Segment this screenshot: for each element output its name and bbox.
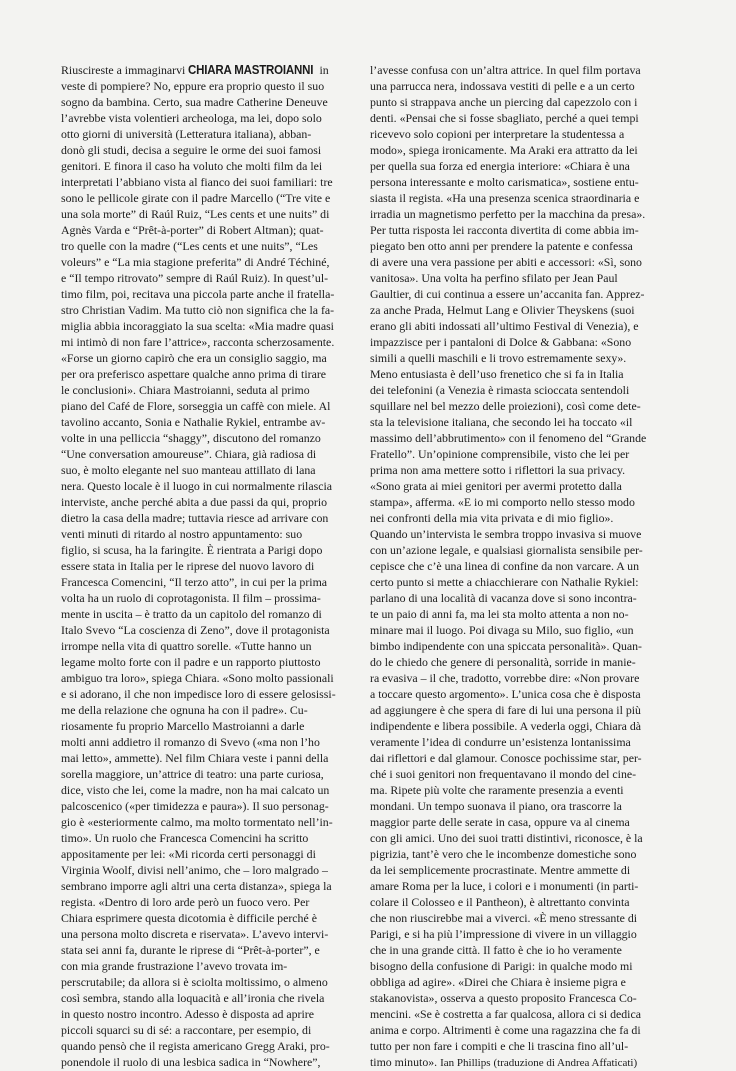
body-text-line: da lei semplicemente procrastinate. Mentre ammette di [370, 863, 631, 877]
body-text-line: Parigi, e si ha più l’impressione di vivere in un villaggio [370, 927, 637, 941]
body-text-line: tutto per non fare i compiti e che li trascina fino all’ul- [370, 1039, 629, 1053]
body-text-line: dice, visto che lei, come la madre, non ha mai calcato un [61, 783, 330, 797]
body-text-line: miglia abbia incoraggiato la sua scelta: «Mia madre quasi [61, 319, 334, 333]
body-text-line: obbliga ad agire». «Direi che Chiara è insieme pigra e [370, 975, 626, 989]
body-text-line: ad aggiungere è che spera di fare di lui una persona il più [370, 703, 641, 717]
body-text-line: ponendole il ruolo di una lesbica sadica in “Nowhere”, [61, 1055, 321, 1069]
body-text-line: nera. Questo locale è il luogo in cui normalmente rilascia [61, 479, 332, 493]
body-text-line: mencini. «Se è costretta a far qualcosa, allora ci si dedica [370, 1007, 641, 1021]
article-column-right [370, 62, 646, 1070]
body-text-line: Per tutta risposta lei racconta divertita di come abbia im- [370, 223, 639, 237]
article-column-left [61, 62, 336, 1070]
body-text-line: che in una grande città. Il fatto è che io ho veramente [370, 943, 622, 957]
body-text-line: certo punto si mette a chiacchierare con Nathalie Rykiel: [370, 575, 639, 589]
body-text-line: donò gli studi, decisa a seguire le orme dei suoi famosi [61, 143, 322, 157]
body-text-line: per ora preferisco aspettare qualche anno prima di tirare [61, 367, 327, 381]
body-text-line: sembrano imporre agli altri una certa distanza», spiega la [61, 879, 332, 893]
body-text-line: «Forse un giorno capirò che era un consiglio saggio, ma [61, 351, 327, 365]
translation-credit: (traduzione di Andrea Affaticati) [493, 1057, 638, 1069]
body-text-line: vanitosa». Una volta ha perfino sfilato per Jean Paul [370, 271, 618, 285]
lead-text-end: in [316, 63, 329, 77]
body-text-line: molti anni addietro il romanzo di Svevo («ma non l’ho [61, 735, 320, 749]
body-text-line: che non riuscirebbe mai a viverci. «È meno stressante di [370, 911, 638, 925]
body-text-line: bisogno della confusione di Parigi: in qualche modo mi [370, 959, 633, 973]
body-text-line: figlio, si scusa, ha la faringite. È rientrata a Parigi dopo [61, 543, 323, 557]
body-text-line: Gaultier, di cui continua a essere un’accanita fan. Apprez- [370, 287, 645, 301]
body-text-line: dei telefonini (a Venezia è rimasta scioccata sentendoli [370, 383, 630, 397]
body-text-line: minare mai il luogo. Poi divaga su Milo, suo figlio, «un [370, 623, 634, 637]
body-text-line: indipendente e libera possibile. A vederla oggi, Chiara dà [370, 719, 642, 733]
lead-name: CHIARA MASTROIANNI [188, 63, 314, 77]
body-text-line: ambiguo tra loro», spiega Chiara. «Sono molto passionali [61, 671, 334, 685]
body-text-line: Quando un’intervista le sembra troppo invasiva si muove [370, 527, 642, 541]
body-text-line: a toccare questo argomento». L’unica cosa che è disposta [370, 687, 641, 701]
body-text-line: veramente l’idea di condurre un’esistenza lontanissima [370, 735, 631, 749]
body-text-line: timo minuto». [370, 1055, 438, 1069]
body-text-line: piegato ben otto anni per prendere la patente e confessa [370, 239, 633, 253]
body-text-line: prima non ama mettere sotto i riflettori la sua privacy. [370, 463, 626, 477]
body-text-line: riosamente fu proprio Marcello Mastroianni a darle [61, 719, 305, 733]
body-text-line: venti minuti di ritardo al nostro appuntamento: suo [61, 527, 303, 541]
body-text-line: amare Roma per la luce, i colori e i monumenti (in parti- [370, 879, 639, 893]
body-text-line: così sembra, stando alla loquacità e all’ironia che rivela [61, 991, 325, 1005]
body-text-line: una persona molto discreta e riservata». L’avevo intervi- [61, 927, 329, 941]
body-text-line: volta ha un ruolo di coprotagonista. Il film – prossima- [61, 591, 321, 605]
body-text-line: persona interessante e molto carismatica», sostiene entu- [370, 175, 639, 189]
body-text-line: sogno da bambina. Certo, sua madre Catherine Deneuve [61, 95, 328, 109]
body-text-line: Francesca Comencini, “Il terzo atto”, in cui per la prima [61, 575, 328, 589]
body-text-line: dietro la casa della madre; tuttavia riesce ad arrivare con [61, 511, 329, 525]
body-text-line: punto si strappava anche un piercing dal capezzolo con i [370, 95, 638, 109]
body-text-line: modo», spiega ironicamente. Ma Araki era attratto da lei [370, 143, 638, 157]
body-text-line: mi intimò di non fare l’attrice», racconta scherzosamente. [61, 335, 335, 349]
body-text-line: sono le pellicole girate con il padre Marcello (“Tre vite e [61, 191, 331, 205]
body-text-line: e si adorano, il che non impedisce loro di essere gelosissi- [61, 687, 336, 701]
body-text-line: piccoli squarci su di sé: a raccontare, per esempio, di [61, 1023, 312, 1037]
body-text-line: cepisce che c’è una linea di confine da non varcare. A un [370, 559, 639, 573]
body-text-line: bimbo indipendente con una spiccata personalità». Quan- [370, 639, 642, 653]
body-text-line: me della relazione che ognuna ha con il padre». Cu- [61, 703, 308, 717]
body-text-line: Agnès Varda e “Prêt-à-porter” di Robert Altman); quat- [61, 223, 324, 237]
body-text-line: impazzisce per i pantaloni di Dolce & Gabbana: «Sono [370, 335, 632, 349]
body-text-line: regista. «Dentro di loro arde però un fuoco vero. Per [61, 895, 310, 909]
body-text-line: in questo nostro incontro. Adesso è disposta ad aprire [61, 1007, 314, 1021]
body-text-line: «Sono grata ai miei genitori per avermi protetto dalla [370, 479, 622, 493]
body-text-line: ra evasiva – il che, tradotto, vorrebbe dire: «Non provare [370, 671, 640, 685]
body-text-line: za anche Prada, Helmut Lang e Olivier Theyskens (suoi [370, 303, 635, 317]
body-text-line: per quella sua forza ed energia interiore: «Chiara è una [370, 159, 630, 173]
body-text-line: timo film, poi, recitava una piccola parte anche il fratella- [61, 287, 335, 301]
body-text-line: simili a quelli maschili e li trovo estremamente sexy». [370, 351, 627, 365]
body-text-line: sorella maggiore, un’attrice di teatro: una parte curiosa, [61, 767, 324, 781]
lead-text: Riuscireste a immaginarvi [61, 63, 189, 77]
body-text-line: palcoscenico («per timidezza e paura»). Il suo personag- [61, 799, 329, 813]
body-text-line: nei confronti della mia vita privata e di mio figlio». [370, 511, 614, 525]
body-text-line: con un’azione legale, e qualsiasi giornalista sensibile per- [370, 543, 643, 557]
body-text-line: interpretati l’abbiano vista al fianco dei suoi familiari: tre [61, 175, 333, 189]
body-text-line: otto giorni di università (Letteratura italiana), abban- [61, 127, 312, 141]
body-text-line: stakanovista», osserva a questo proposito Francesca Co- [370, 991, 637, 1005]
body-text-line: interviste, anche perché abita a due passi da qui, proprio [61, 495, 328, 509]
body-text-line: le conclusioni». Chiara Mastroianni, seduta al primo [61, 383, 310, 397]
body-text-line: anima e corpo. Altrimenti è come una ragazzina che fa di [370, 1023, 641, 1037]
body-text-line: perscrutabile; da allora si è sciolta moltissimo, o almeno [61, 975, 328, 989]
body-text-line: dai riflettori e dal glamour. Conosce pochissime star, per- [370, 751, 642, 765]
body-text-line: sta la televisione italiana, che secondo lei ha toccato «il [370, 415, 633, 429]
body-text-line: massimo dell’abbrutimento» con il fenomeno del “Grande [370, 431, 647, 445]
body-text-line: ma. Ripete più volte che raramente presenzia a eventi [370, 783, 624, 797]
body-text-line: una sola morte” di Raúl Ruiz, “Les cents et une nuits” di [61, 207, 330, 221]
body-text-line: veste di pompiere? No, eppure era proprio questo il suo [61, 79, 325, 93]
body-text-line: con mia grande frustrazione l’avevo trovata im- [61, 959, 288, 973]
body-text-line: maggior parte delle serate in casa, oppure va al cinema [370, 815, 630, 829]
body-text-line: genitori. E finora il caso ha voluto che molti film da lei [61, 159, 323, 173]
author-credit: Ian Phillips [440, 1057, 491, 1069]
body-text-line: l’avrebbe vista volentieri archeologa, ma lei, dopo solo [61, 111, 322, 125]
body-text-line: e “Il tempo ritrovato” sempre di Raúl Ruiz). In quest’ul- [61, 271, 329, 285]
body-text-line: Fratello”. Un’opinione comprensibile, visto che lei per [370, 447, 630, 461]
body-text-line: stampa», afferma. «E io mi comporto nello stesso modo [370, 495, 635, 509]
body-text-line: Meno entusiasta è dell’uso frenetico che si fa in Italia [370, 367, 624, 381]
body-text-line: voleurs” e “La mia stagione preferita” di André Téchiné, [61, 255, 330, 269]
body-text-line: irradia un magnetismo perfetto per la macchina da presa». [370, 207, 646, 221]
body-text-line: Virginia Woolf, divisi nell’animo, che – loro malgrado – [61, 863, 328, 877]
body-text-line: con gli amici. Uno dei suoi tratti distintivi, riconosce, è la [370, 831, 643, 845]
body-text-line: parlano di una località di vacanza dove si sono incontra- [370, 591, 637, 605]
body-text-line: ricevevo solo copioni per interpretare la studentessa a [370, 127, 625, 141]
body-text-line: una parrucca nera, indossava vestiti di pelle e a un certo [370, 79, 635, 93]
body-text-line: l’avesse confusa con un’altra attrice. In quel film portava [370, 63, 641, 77]
body-text-line: “Une conversation amoureuse”. Chiara, già radiosa di [61, 447, 317, 461]
body-text-line: Italo Svevo “La coscienza di Zeno”, dove il protagonista [61, 623, 330, 637]
body-text-line: essere stata in Italia per le riprese del nuovo lavoro di [61, 559, 315, 573]
body-text-line: denti. «Pensai che si fosse sbagliato, perché a quei tempi [370, 111, 639, 125]
body-text-line: pigrizia, tant’è vero che le incombenze domestiche sono [370, 847, 637, 861]
body-text-line: legame molto forte con il padre e un rapporto piuttosto [61, 655, 321, 669]
article-closing-line [370, 1054, 646, 1070]
body-text-line: volte in una pelliccia “shaggy”, discutono del romanzo [61, 431, 321, 445]
body-text-line: te un paio di anni fa, ma lei sta molto attenta a non no- [370, 607, 629, 621]
body-text-line: squillare nel bel mezzo delle proiezioni), così come dete- [370, 399, 641, 413]
body-text-line: piano del Café de Flore, sorseggia un caffè con miele. Al [61, 399, 331, 413]
body-text-line: tavolino accanto, Sonia e Nathalie Rykiel, entrambe av- [61, 415, 326, 429]
body-text-line: erano gli abiti indossati all’ultimo Festival di Venezia), e [370, 319, 639, 333]
body-text-line: suo, è molto elegante nel suo manteau attillato di lana [61, 463, 316, 477]
body-text-line: do le chiedo che genere di personalità, sorride in manie- [370, 655, 636, 669]
body-text-line: ché i suoi genitori non frequentavano il mondo del cine- [370, 767, 637, 781]
body-text-line: quando pensò che il regista americano Gregg Araki, pro- [61, 1039, 330, 1053]
body-text-line: appositamente per lei: «Mi ricorda certi personaggi di [61, 847, 316, 861]
body-text-line: mondani. Un tempo suonava il piano, ora trascorre la [370, 799, 622, 813]
body-text-line: siasta il regista. «Ha una presenza scenica straordinaria e [370, 191, 640, 205]
article-lead-line [61, 62, 336, 78]
body-text-line: timo». Un ruolo che Francesca Comencini ha scritto [61, 831, 309, 845]
body-text-line: mente in uscita – è tratto da un capitolo del romanzo di [61, 607, 322, 621]
body-text-line: di avere una vera passione per abiti e accessori: «Sì, sono [370, 255, 642, 269]
body-text-line: mai letto», ammette). Nel film Chiara veste i panni della [61, 751, 329, 765]
body-text-line: tro quelle con la madre (“Les cents et une nuits”, “Les [61, 239, 318, 253]
body-text-line: Chiara esprimere questa dicotomia è difficile perché è [61, 911, 317, 925]
body-text-line: colare il Colosseo e il Pantheon), è altrettanto convinta [370, 895, 630, 909]
body-text-line: stro Christian Vadim. Ma tutto ciò non significa che la fa- [61, 303, 335, 317]
body-text-line: stata sei anni fa, durante le riprese di “Prêt-à-porter”, e [61, 943, 320, 957]
body-text-line: gio è «esteriormente calmo, ma molto tormentato nell’in- [61, 815, 333, 829]
body-text-line: irrompe nella vita di quattro sorelle. «Tutte hanno un [61, 639, 312, 653]
